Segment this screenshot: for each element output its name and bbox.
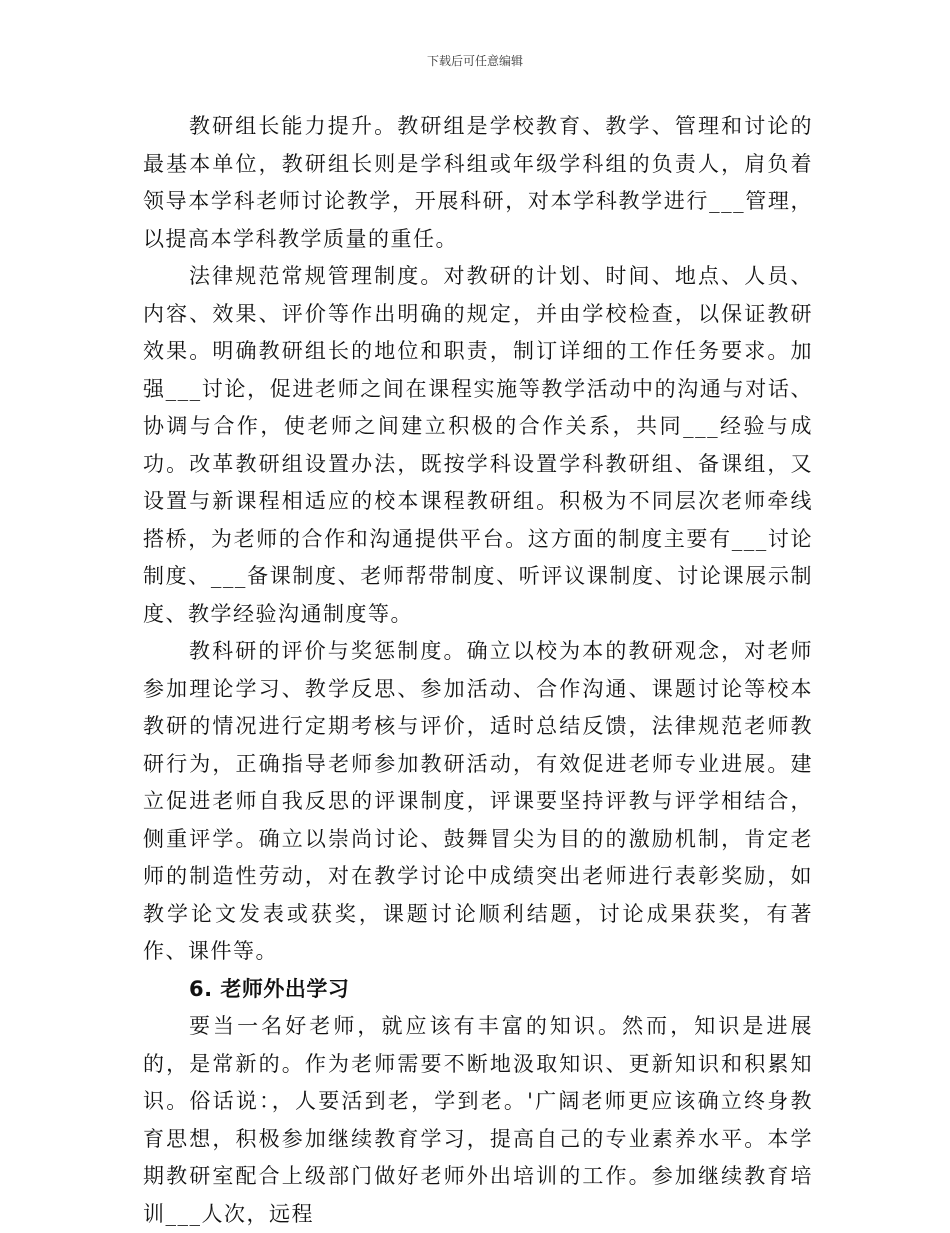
document-body <box>143 108 813 1233</box>
paragraph-teaching-group-leader: 教研组长能力提升。教研组是学校教育、教学、管理和讨论的最基本单位，教研组长则是学科组或年级学科组的负责人，肩负着领导本学科老师讨论教学，开展科研，对本学科教学进行___管理，以提高本学科教学质量的重任。 <box>143 114 813 251</box>
section-heading: 6. 老师外出学习 <box>189 976 350 1001</box>
paragraph-routine-management: 法律规范常规管理制度。对教研的计划、时间、地点、人员、内容、效果、评价等作出明确的规定，并由学校检查，以保证教研效果。明确教研组长的地位和职责，制订详细的工作任务要求。加强___讨论，促进老师之间在课程实施等教学活动中的沟通与对话、协调与合作，使老师之间建立积极的合作关系，共同___经验与成功。改革教研组设置办法，既按学科设置学科教研组、备课组，又设置与新课程相适应的校本课程教研组。积极为不同层次老师牵线搭桥，为老师的合作和沟通提供平台。这方面的制度主要有___讨论制度、___备课制度、老师帮带制度、听评议课制度、讨论课展示制度、教学经验沟通制度等。 <box>143 264 813 626</box>
paragraph-evaluation-reward: 教科研的评价与奖惩制度。确立以校为本的教研观念，对老师参加理论学习、教学反思、参加活动、合作沟通、课题讨论等校本教研的情况进行定期考核与评价，适时总结反馈，法律规范老师教研行为，正确指导老师参加教研活动，有效促进老师专业进展。建立促进老师自我反思的评课制度，评课要坚持评教与评学相结合，侧重评学。确立以崇尚讨论、鼓舞冒尖为目的的激励机制，肯定老师的制造性劳动，对在教学讨论中成绩突出老师进行表彰奖励，如教学论文发表或获奖，课题讨论顺利结题，讨论成果获奖，有著作、课件等。 <box>143 639 813 963</box>
page-header: 下载后可任意编辑 <box>426 54 523 68</box>
paragraph-external-study: 要当一名好老师，就应该有丰富的知识。然而，知识是进展的，是常新的。作为老师需要不断地汲取知识、更新知识和积累知识。俗话说：，人要活到老，学到老。'广阔老师更应该确立终身教育思想，积极参加继续教育学习，提高自己的专业素养水平。本学期教研室配合上级部门做好老师外出培训的工作。参加继续教育培训___人次，远程 <box>143 1014 813 1226</box>
